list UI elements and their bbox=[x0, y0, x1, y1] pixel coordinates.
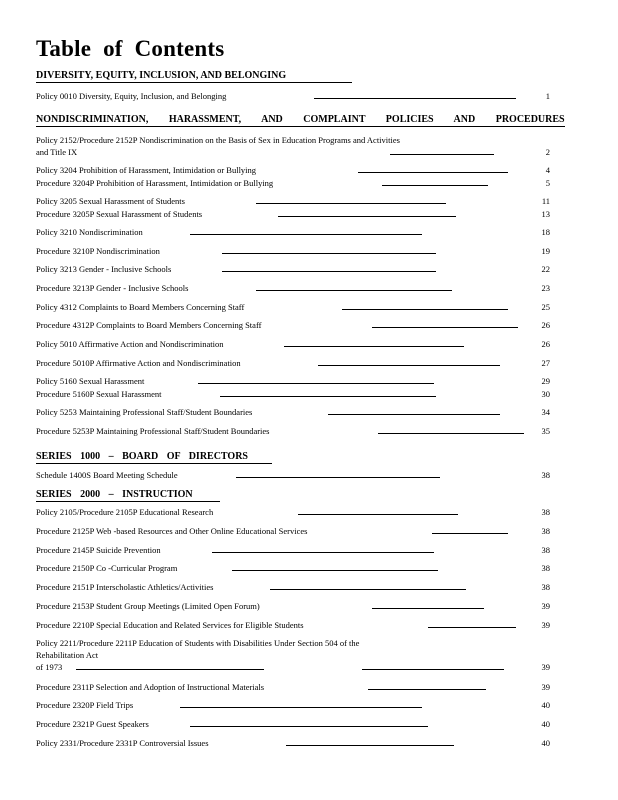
entry-title: Policy 2105/Procedure 2105P Educational Research bbox=[36, 507, 214, 517]
page-number: 11 bbox=[541, 196, 550, 206]
entry-title-continued: of 1973 bbox=[36, 662, 63, 672]
dot-leader bbox=[318, 365, 500, 366]
dot-leader bbox=[428, 627, 516, 628]
page-number: 13 bbox=[541, 209, 550, 219]
page-number: 23 bbox=[541, 283, 550, 293]
entry-title: Procedure 2311P Selection and Adoption of Instructional Materials bbox=[36, 682, 265, 692]
page-number: 30 bbox=[541, 389, 550, 399]
section-heading-nondiscrimination: NONDISCRIMINATION, HARASSMENT, AND COMPLAINT POLICIES AND PROCEDURES bbox=[36, 114, 565, 125]
page-number: 2 bbox=[545, 147, 550, 157]
entry-title: Procedure 3213P Gender - Inclusive Schools bbox=[36, 283, 189, 293]
dot-leader bbox=[278, 216, 456, 217]
page-number: 39 bbox=[541, 662, 550, 672]
page-number: 39 bbox=[541, 682, 550, 692]
dot-leader bbox=[372, 327, 518, 328]
page-number: 26 bbox=[541, 339, 550, 349]
section-heading-series-1000: SERIES 1000 – BOARD OF DIRECTORS bbox=[36, 451, 272, 464]
toc-title: Table of Contents bbox=[36, 36, 225, 61]
page-number: 29 bbox=[541, 376, 550, 386]
dot-leader bbox=[222, 271, 436, 272]
entry-title: Procedure 2320P Field Trips bbox=[36, 700, 134, 710]
entry-title: Policy 4312 Complaints to Board Members Concerning Staff bbox=[36, 302, 245, 312]
dot-leader bbox=[432, 533, 508, 534]
dot-leader bbox=[362, 669, 504, 670]
dot-leader bbox=[256, 203, 446, 204]
page-number: 4 bbox=[545, 165, 550, 175]
entry-title: Policy 3205 Sexual Harassment of Students bbox=[36, 196, 185, 206]
dot-leader bbox=[358, 172, 508, 173]
entry-title: Policy 3204 Prohibition of Harassment, Intimidation or Bullying bbox=[36, 165, 257, 175]
dot-leader bbox=[190, 726, 428, 727]
dot-leader bbox=[180, 707, 422, 708]
page-number: 1 bbox=[545, 91, 550, 101]
entry-title: Procedure 4312P Complaints to Board Members Concerning Staff bbox=[36, 320, 262, 330]
page-number: 27 bbox=[541, 358, 550, 368]
entry-title: Procedure 2321P Guest Speakers bbox=[36, 719, 149, 729]
entry-title: Policy 0010 Diversity, Equity, Inclusion, and Belonging bbox=[36, 91, 227, 101]
entry-title: Policy 2211/Procedure 2211P Education of Students with Disabilities Under Section 504 of the bbox=[36, 638, 360, 648]
page-number: 38 bbox=[541, 470, 550, 480]
entry-title-continued: and Title IX bbox=[36, 147, 78, 157]
entry-title: Procedure 2150P Co -Curricular Program bbox=[36, 563, 178, 573]
page-number: 38 bbox=[541, 507, 550, 517]
entry-title: Procedure 5010P Affirmative Action and Nondiscrimination bbox=[36, 358, 241, 368]
dot-leader bbox=[378, 433, 524, 434]
dot-leader bbox=[256, 290, 452, 291]
entry-title: Procedure 3210P Nondiscrimination bbox=[36, 246, 160, 256]
page-number: 38 bbox=[541, 563, 550, 573]
page-number: 34 bbox=[541, 407, 550, 417]
page-number: 26 bbox=[541, 320, 550, 330]
dot-leader bbox=[372, 608, 484, 609]
page-number: 22 bbox=[541, 264, 550, 274]
dot-leader bbox=[270, 589, 466, 590]
entry-title: Procedure 5160P Sexual Harassment bbox=[36, 389, 162, 399]
entry-title: Policy 5010 Affirmative Action and Nondiscrimination bbox=[36, 339, 224, 349]
toc-entry[interactable] bbox=[36, 135, 550, 159]
entry-title: Policy 2152/Procedure 2152P Nondiscrimination on the Basis of Sex in Education Programs and Activities bbox=[36, 135, 400, 145]
page-number: 39 bbox=[541, 601, 550, 611]
page-number: 5 bbox=[545, 178, 550, 188]
entry-title: Policy 5160 Sexual Harassment bbox=[36, 376, 145, 386]
entry-title: Policy 3213 Gender - Inclusive Schools bbox=[36, 264, 172, 274]
page-number: 18 bbox=[541, 227, 550, 237]
entry-title: Procedure 3204P Prohibition of Harassment, Intimidation or Bullying bbox=[36, 178, 274, 188]
section-heading-diversity: DIVERSITY, EQUITY, INCLUSION, AND BELONGING bbox=[36, 70, 352, 83]
page-number: 38 bbox=[541, 526, 550, 536]
page-number: 25 bbox=[541, 302, 550, 312]
page-number: 39 bbox=[541, 620, 550, 630]
dot-leader bbox=[198, 383, 434, 384]
dot-leader bbox=[236, 477, 440, 478]
dot-leader bbox=[190, 234, 422, 235]
dot-leader bbox=[220, 396, 436, 397]
dot-leader bbox=[76, 669, 264, 670]
page-number: 40 bbox=[541, 700, 550, 710]
entry-title: Procedure 2145P Suicide Prevention bbox=[36, 545, 161, 555]
entry-title: Policy 2331/Procedure 2331P Controversial Issues bbox=[36, 738, 209, 748]
dot-leader bbox=[298, 514, 458, 515]
dot-leader bbox=[286, 745, 454, 746]
page-number: 38 bbox=[541, 582, 550, 592]
section-heading-series-2000: SERIES 2000 – INSTRUCTION bbox=[36, 489, 220, 502]
dot-leader bbox=[232, 570, 438, 571]
entry-title: Procedure 3205P Sexual Harassment of Students bbox=[36, 209, 203, 219]
dot-leader bbox=[222, 253, 436, 254]
entry-title: Schedule 1400S Board Meeting Schedule bbox=[36, 470, 178, 480]
dot-leader bbox=[314, 98, 516, 99]
page-number: 40 bbox=[541, 738, 550, 748]
dot-leader bbox=[284, 346, 464, 347]
page-number: 40 bbox=[541, 719, 550, 729]
entry-title: Procedure 2125P Web -based Resources and Other Online Educational Services bbox=[36, 526, 308, 536]
entry-title: Policy 3210 Nondiscrimination bbox=[36, 227, 143, 237]
entry-title: Procedure 2210P Special Education and Related Services for Eligible Students bbox=[36, 620, 304, 630]
dot-leader bbox=[328, 414, 500, 415]
toc-entry[interactable] bbox=[36, 638, 550, 674]
dot-leader bbox=[368, 689, 486, 690]
dot-leader bbox=[390, 154, 494, 155]
entry-title: Procedure 2153P Student Group Meetings (Limited Open Forum) bbox=[36, 601, 260, 611]
page-number: 38 bbox=[541, 545, 550, 555]
dot-leader bbox=[382, 185, 488, 186]
entry-title: Policy 5253 Maintaining Professional Staff/Student Boundaries bbox=[36, 407, 253, 417]
entry-title-continued: Rehabilitation Act bbox=[36, 650, 99, 660]
page-number: 19 bbox=[541, 246, 550, 256]
dot-leader bbox=[342, 309, 508, 310]
entry-title: Procedure 5253P Maintaining Professional Staff/Student Boundaries bbox=[36, 426, 270, 436]
dot-leader bbox=[212, 552, 434, 553]
entry-title: Procedure 2151P Interscholastic Athletics/Activities bbox=[36, 582, 214, 592]
page-number: 35 bbox=[541, 426, 550, 436]
